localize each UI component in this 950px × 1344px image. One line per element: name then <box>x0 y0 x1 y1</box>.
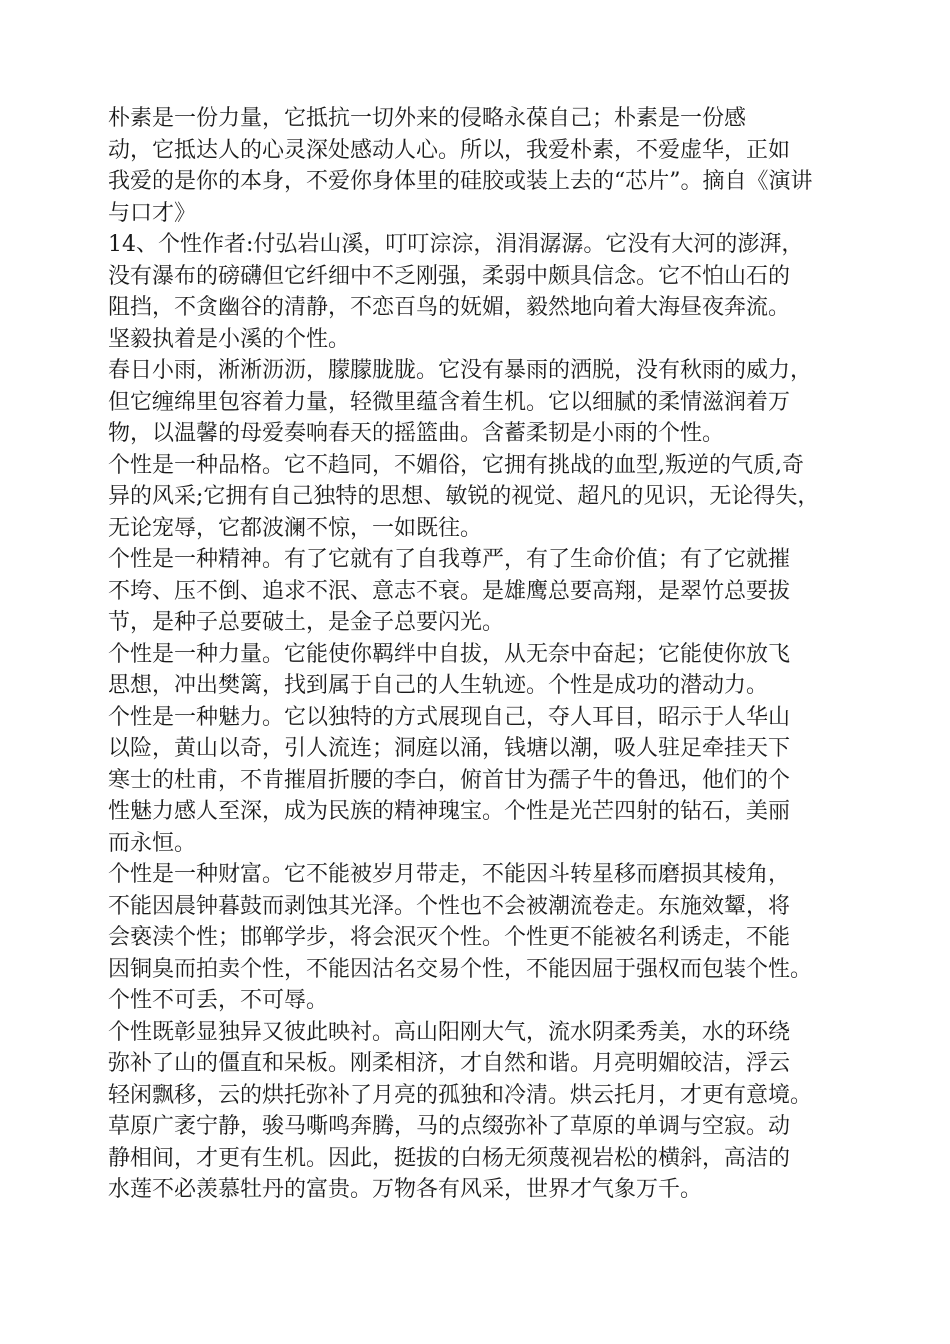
text-line: 阻挡，不贪幽谷的清静，不恋百鸟的妩媚，毅然地向着大海昼夜奔流。 <box>108 295 791 320</box>
text-line: 坚毅执着是小溪的个性。 <box>108 326 351 352</box>
text-line: 与口才》 <box>108 200 197 226</box>
text-line: 物，以温馨的母爱奏响春天的摇篮曲。含蓄柔韧是小雨的个性。 <box>108 421 725 446</box>
text-line: 没有瀑布的磅礴但它纤细中不乏刚强，柔弱中颇具信念。它不怕山石的 <box>108 263 791 289</box>
text-line: 14、个性作者:付弘岩山溪，叮叮淙淙，涓涓潺潺。它没有大河的澎湃， <box>108 232 804 257</box>
text-line: 春日小雨，淅淅沥沥，朦朦胧胧。它没有暴雨的洒脱，没有秋雨的威力， <box>108 358 813 383</box>
text-line: 个性是一种魅力。它以独特的方式展现自己，夺人耳目，昭示于人华山 <box>108 704 791 730</box>
text-line: 但它缠绵里包容着力量，轻微里蕴含着生机。它以细腻的柔情滋润着万 <box>108 389 791 415</box>
text-line: 寒士的杜甫，不肯摧眉折腰的李白，俯首甘为孺子牛的鲁迅，他们的个 <box>108 767 791 793</box>
text-line: 我爱的是你的本身，不爱你身体里的硅胶或装上去的“芯片”。摘自《演讲 <box>108 169 813 194</box>
text-line: 因铜臭而拍卖个性，不能因沽名交易个性，不能因屈于强权而包装个性。 <box>108 956 813 982</box>
text-line: 动，它抵达人的心灵深处感动人心。所以，我爱朴素，不爱虚华，正如 <box>108 137 791 163</box>
text-line: 而永恒。 <box>108 830 197 856</box>
text-line: 水莲不必羡慕牡丹的富贵。万物各有风采，世界才气象万千。 <box>108 1177 703 1202</box>
text-line: 弥补了山的僵直和呆板。刚柔相济，才自然和谐。月亮明媚皎洁，浮云 <box>108 1051 791 1076</box>
text-line: 会亵渎个性；邯郸学步，将会泯灭个性。个性更不能被名利诱走，不能 <box>108 925 791 950</box>
text-line: 思想，冲出樊篱，找到属于自己的人生轨迹。个性是成功的潜动力。 <box>108 673 769 698</box>
text-line: 节，是种子总要破土，是金子总要闪光。 <box>108 610 505 635</box>
text-line: 个性不可丢，不可辱。 <box>108 988 329 1013</box>
text-line: 轻闲飘移，云的烘托弥补了月亮的孤独和冷清。烘云托月，才更有意境。 <box>108 1082 813 1108</box>
text-line: 静相间，才更有生机。因此，挺拔的白杨无须蔑视岩松的横斜，高洁的 <box>108 1145 791 1171</box>
text-line: 个性既彰显独异又彼此映衬。高山阳刚大气，流水阴柔秀美，水的环绕 <box>108 1019 791 1045</box>
text-line: 性魅力感人至深，成为民族的精神瑰宝。个性是光芒四射的钻石，美丽 <box>108 799 791 824</box>
text-line: 个性是一种财富。它不能被岁月带走，不能因斗转星移而磨损其棱角， <box>108 862 791 887</box>
text-line: 草原广袤宁静，骏马嘶鸣奔腾，马的点缀弥补了草原的单调与空寂。动 <box>108 1114 791 1139</box>
text-line: 以险，黄山以奇，引人流连；洞庭以涌，钱塘以潮，吸人驻足牵挂天下 <box>108 736 791 761</box>
text-line: 不能因晨钟暮鼓而剥蚀其光泽。个性也不会被潮流卷走。东施效颦，将 <box>108 893 791 919</box>
text-line: 个性是一种品格。它不趋同，不媚俗，它拥有挑战的血型,叛逆的气质,奇 <box>108 452 804 478</box>
text-line: 无论宠辱，它都波澜不惊，一如既往。 <box>108 515 483 541</box>
text-line: 不垮、压不倒、追求不泯、意志不衰。是雄鹰总要高翔，是翠竹总要拔 <box>108 578 791 604</box>
document-body <box>108 103 868 1206</box>
text-line: 个性是一种力量。它能使你羁绊中自拔，从无奈中奋起；它能使你放飞 <box>108 641 791 667</box>
text-line: 朴素是一份力量，它抵抗一切外来的侵略永葆自己；朴素是一份感 <box>108 106 747 131</box>
text-line: 个性是一种精神。有了它就有了自我尊严，有了生命价值；有了它就摧 <box>108 547 791 572</box>
text-line: 异的风采;它拥有自己独特的思想、敏锐的视觉、超凡的见识，无论得失， <box>108 484 820 509</box>
